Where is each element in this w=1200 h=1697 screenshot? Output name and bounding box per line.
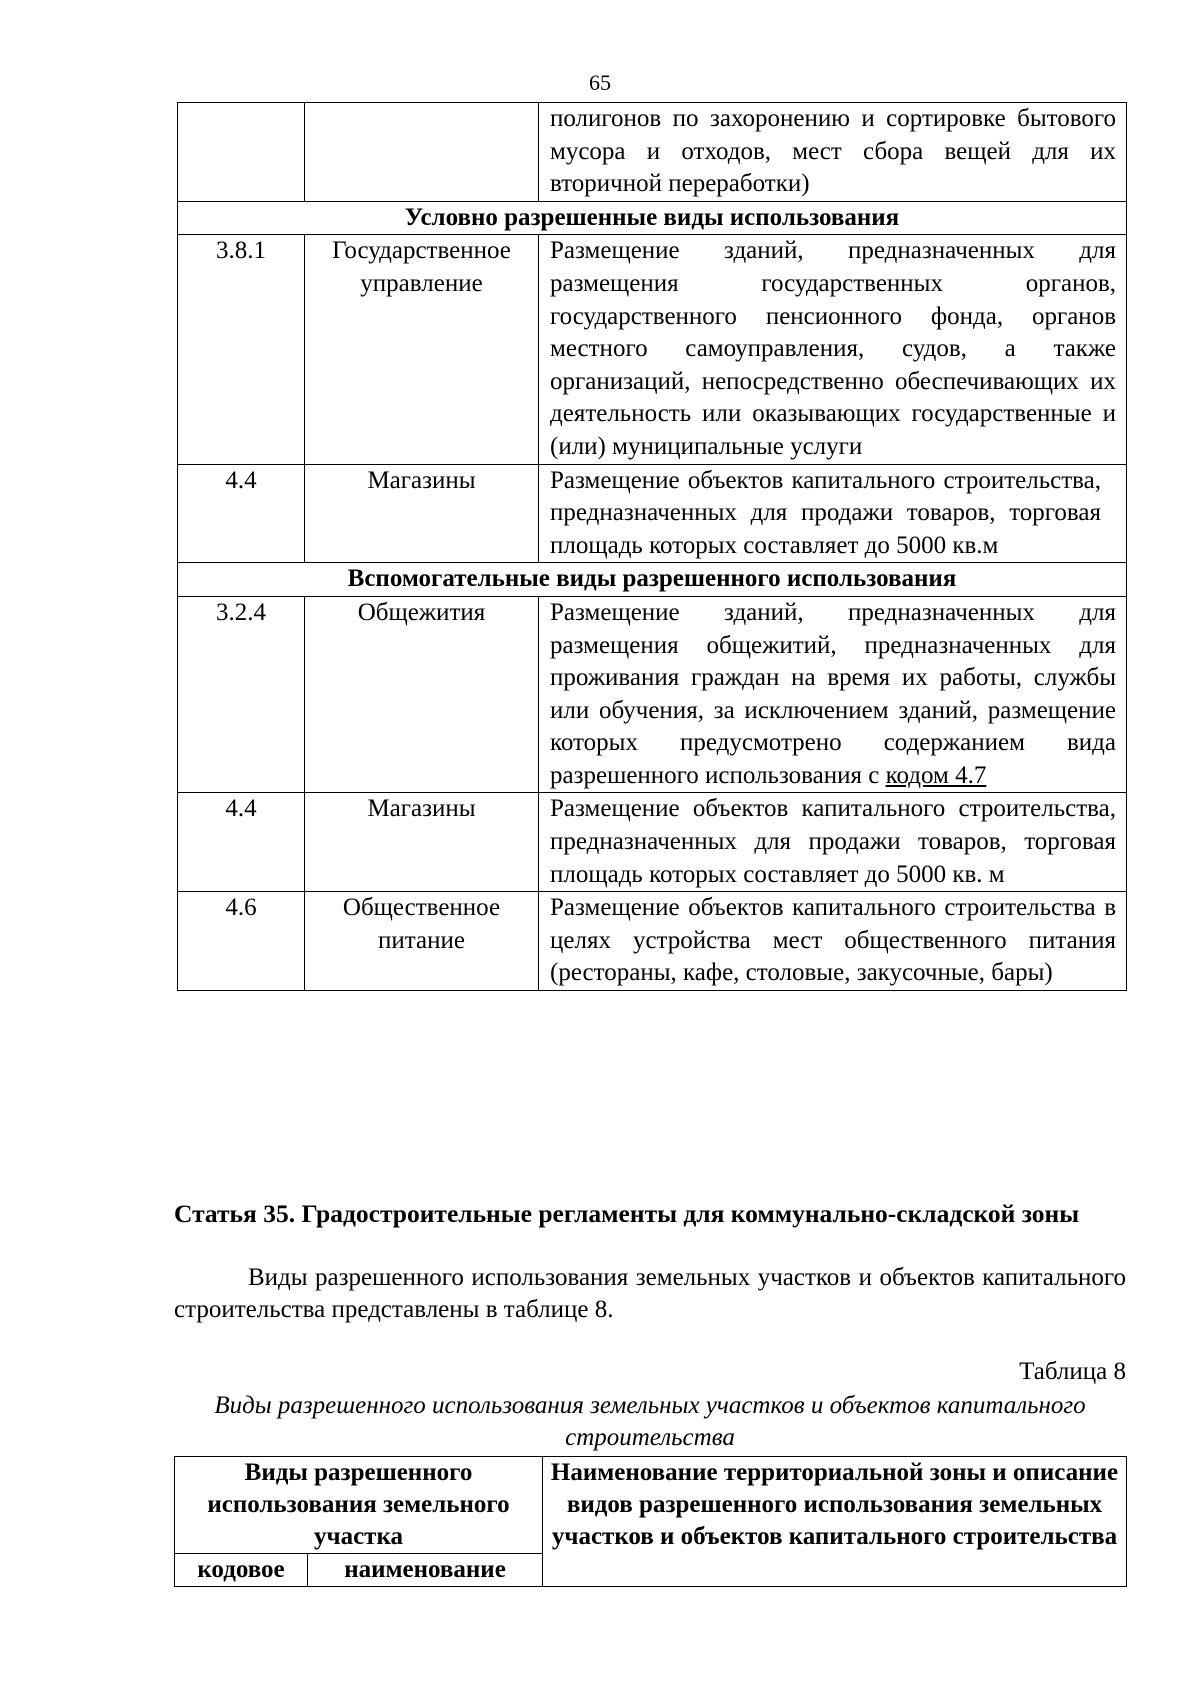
row-name: Магазины [305,793,539,892]
row-name: Общественное питание [305,892,539,991]
row-description: Размещение объектов капитального строительства, предназначенных для продажи товаров, торговая площадь которых составляет до 5000 кв.м [539,464,1127,563]
row-name: Государственное управление [305,235,539,464]
row-name [305,103,539,202]
row-name: Общежития [305,596,539,793]
section-title: Вспомогательные виды разрешенного использования [178,563,1127,597]
row-code: 4.4 [178,464,305,563]
table-8-header [174,1456,1127,1587]
table-row [178,596,1127,793]
table-row [178,464,1127,563]
row-description [539,596,1127,793]
code-reference-link[interactable]: кодом 4.7 [885,761,987,789]
page-number: 65 [589,70,611,95]
article-heading: Статья 35. Градостроительные регламенты для коммунально-складской зоны [174,1199,1080,1228]
row-description: полигонов по захоронению и сортировке бытового мусора и отходов, мест сбора вещей для их вторичной переработки) [539,103,1127,202]
group-header: Виды разрешенного использования земельного участка [175,1457,543,1554]
table-caption: Виды разрешенного использования земельных участков и объектов капитального строительства [214,1392,1086,1451]
section-row [178,201,1127,235]
section-title: Условно разрешенные виды использования [178,201,1127,235]
table-row [178,235,1127,464]
row-name: Магазины [305,464,539,563]
row-description-text: Размещение зданий, предназначенных для размещения общежитий, предназначенных для проживания граждан на время их работы, службы или обучения, за исключением зданий, размещение которых предусмотрено содержанием вида разрешенного использования с [550,598,1116,789]
name-column-header: наименование [308,1554,543,1587]
row-description: Размещение объектов капитального строительства в целях устройства мест общественного питания (рестораны, кафе, столовые, закусочные, бары) [539,892,1127,991]
row-code: 4.6 [178,892,305,991]
row-description: Размещение зданий, предназначенных для размещения государственных органов, государственного пенсионного фонда, органов местного самоуправления, судов, а также организаций, непосредственно обеспечивающих их деятельность или оказывающих государственные и (или) муниципальные услуги [539,235,1127,464]
row-code: 4.4 [178,793,305,892]
row-code: 3.2.4 [178,596,305,793]
section-row [178,563,1127,597]
row-code [178,103,305,202]
table-number: Таблица 8 [1019,1358,1126,1385]
body-paragraph: Виды разрешенного использования земельных участков и объектов капитального строительства представлены в таблице 8. [174,1264,1126,1323]
row-code: 3.8.1 [178,235,305,464]
land-use-table-continuation [177,102,1127,991]
table-row [178,793,1127,892]
table-row [178,103,1127,202]
table-row [178,892,1127,991]
row-description: Размещение объектов капитального строительства, предназначенных для продажи товаров, торговая площадь которых составляет до 5000 кв. м [539,793,1127,892]
code-column-header: кодовое [175,1554,308,1587]
zone-description-header: Наименование территориальной зоны и описание видов разрешенного использования земельных участков и объектов капитального строительства [543,1457,1127,1587]
header-row [175,1457,1127,1554]
